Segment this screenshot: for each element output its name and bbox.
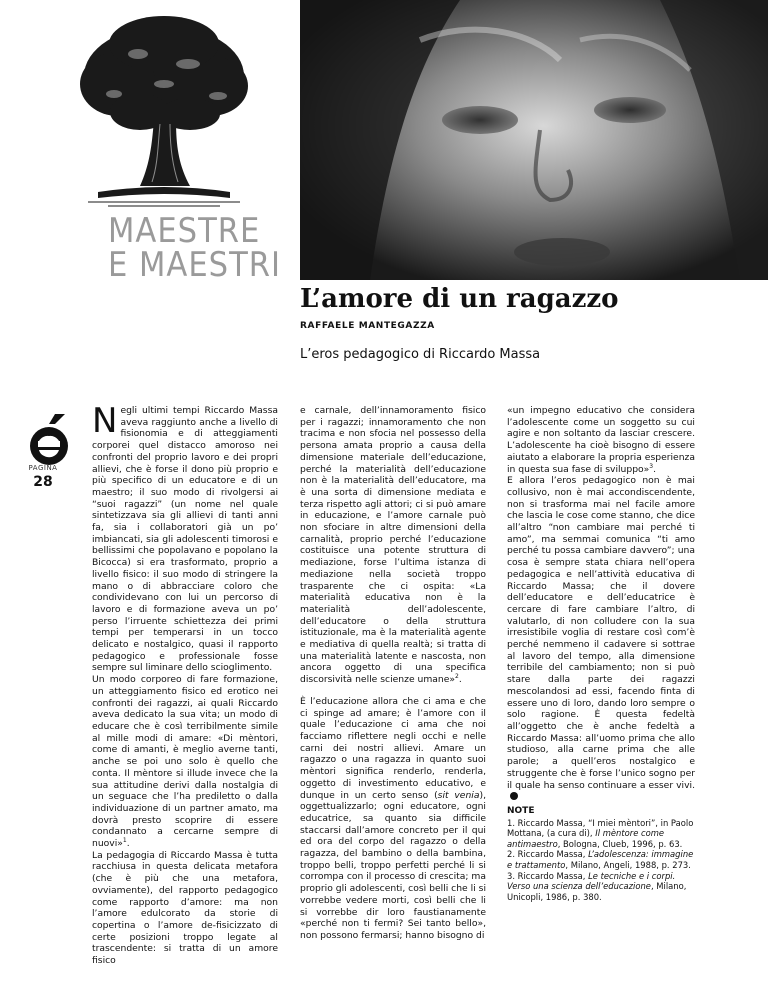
footnote	[507, 818, 695, 850]
paragraph	[507, 475, 695, 803]
paragraph	[300, 696, 486, 942]
paragraph-text: La pedagogia di Riccardo Massa è tutta racchiusa in questa delicata metafora (che è più che una metafora, ovviamente), del rapporto pedagogico come rapporto d’amore: ma non l’amore edulcorato da storie di copertina o l’amore de-fisicizzato di certe posizioni troppo legate al trascendente: si tratta di un amore fisico	[92, 849, 278, 967]
rubric-line-2: E MAESTRI	[108, 245, 282, 285]
paragraph-text: egli ultimi tempi Riccardo Massa aveva raggiunto anche a livello di fisionomia e di atteggiamenti corporei quel distacco amoroso nei confronti del proprio lavoro e dei propri allievi, che è forse il dono più proprio e più specifico di un educatore e di un maestro; il suo modo di rivolgersi ai “suoi ragazzi” (un nome nel quale sintetizzava sia gli allievi di tanti anni fa, sia i collaboratori già un po’ imbiancati, sia gli adolescenti timorosi e bellissimi che popolavano e popolano la Bicocca) si era trasformato, proprio a livello fisico: il suo modo di stringere la mano o di abbracciare coloro che condividevano con lui un percorso di lavoro e di formazione aveva un po’ perso l’irruente schiettezza dei primi tempi per temperarsi in un tocco delicato e nostalgico, quasi il rapporto pedagogico e professionale fosse sempre sul liminare dello scioglimento.	[92, 405, 278, 674]
paragraph-text: E allora l’eros pedagogico non è mai collusivo, non è mai accondiscendente, non si trasforma mai nel facile amore che lascia le cose come stanno, che dice all’altro “non cambiare mai perché ti amo”, ma semmai comunica “ti amo perché tu possa cambiare davvero”; una cosa è sempre stata chiara nell’opera pedagogica e nell’attività educativa di Riccardo Massa; che il dovere dell’educatore e dell’educatrice è cercare di fare cambiare l’altro, di valutarlo, di non colludere con la sua irresistibile voglia di restare così com’è perché nemmeno il cadavere si sottrae al lavoro del tempo, alla dimensione terribile del cambiamento; non si può stare dalla parte dei ragazzi mescolandosi ad essi, facendo finta di essere uno di loro, dando loro sempre o solo ragione. È questa fedeltà all’oggetto che è anche fedeltà a Riccardo Massa: all’uomo prima che allo studioso, alla carne prima che alle parole; a quell’eros nostalgico e struggente che è forse l’unico sogno per il quale ha senso continuare a esser vivi.	[507, 475, 695, 791]
footnote-text: 3. Riccardo Massa,	[507, 870, 589, 881]
footnote-title: Le tecniche e i corpi. Verso una scienza dell’educazione	[507, 870, 676, 892]
page-number: 28	[33, 474, 53, 490]
footnote-text: , Bologna, Clueb, 1996, p. 63.	[557, 838, 683, 849]
end-mark-icon	[510, 792, 518, 800]
footnote-text: , Milano, Unicopli, 1986, p. 380.	[507, 881, 687, 902]
footnote-text: 2. Riccardo Massa,	[507, 849, 589, 860]
italic-text: sit venia	[437, 789, 480, 801]
paragraph-text: e carnale, dell’innamoramento fisico per i ragazzi; innamoramento che non tracima e non sfocia nel possesso della persona amata proprio a causa della dimensione materiale dell’educazione, perché la materialità dell’educazione non è la materialità dell’educatore, ma è una sorta di dimensione mediata e terza rispetto agli attori; ci si può amare in educazione, e l’amore carnale può non sfociare in altre dimensioni della carnalità, proprio perché l’educazione costituisce una potente struttura di mediazione, forse l’ultima istanza di mediazione nella società troppo trasparente che ci ospita: «La materialità educativa non è la materialità dell’adolescente, dell’educatore o della struttura istituzionale, ma è la materialità agente e mediativa di quella realtà; si tratta di una materialità latente e nascosta, non ancora oggetto di una specifica discorsività nelle scienze umane»	[300, 405, 486, 686]
article-author: RAFFAELE MANTEGAZZA	[300, 321, 435, 331]
paragraph: e carnale, dell’innamoramento fisico per i ragazzi; innamoramento che non tracima e non sfocia nel possesso della persona amata proprio a causa della dimensione materiale dell’educazione, perché la materialità dell’educazione non è la materialità dell’educatore, ma è una sorta di dimensione mediata e terza rispetto agli attori; ci si può amare in educazione, e l’amore carnale può non sfociare in altre dimensioni della carnalità, proprio perché l’educazione costituisce una potente struttura di mediazione, forse l’ultima istanza di mediazione nella società troppo trasparente che ci ospita: «La materialità educativa non è la materialità dell’adolescente, dell’educatore o della struttura istituzionale, ma è la materialità agente e mediativa di quella realtà; si tratta di una materialità latente e nascosta, non ancora oggetto di una specifica discorsività nelle scienze umane»$^2$.	[300, 405, 486, 686]
paragraph	[92, 401, 278, 674]
footnote-title: Il mèntore come antimaestro	[507, 828, 665, 849]
text-column-3	[507, 405, 695, 803]
rubric-line-1: MAESTRE	[108, 211, 261, 251]
text-column-1	[92, 401, 278, 967]
paragraph: Un modo corporeo di fare formazione, un atteggiamento fisico ed erotico nei confronti dei ragazzi, ai quali Riccardo aveva dedicato la sua vita; un modo di educare che è così terribilmente simile al mille modi di amare: «Di mèntori, come di amanti, è meglio averne tanti, anche se poi uno solo è quello che conta. Il mèntore si illude invece che la sua attitudine derivi dalla nostalgia di un seguace che l’ha prediletto o dalla individuazione di un partner amato, ma dovrà presto scoprire di essere condannato a cercarne sempre di nuovi»$^1$.	[92, 674, 278, 850]
paragraph-text: ), oggettualizzarlo; ogni educatore, ogni educatrice, sa quanto sia difficile staccarsi dall’amore concreto per il qui ed ora del corpo del ragazzo o della ragazza, del bambino o della bambina, troppo belli, troppo perfetti perché li si corrompa con il processo di crescita; ma proprio gli adolescenti, così belli che li si vorrebbe vedere morti, così belli che li si vorrebbe dir loro faustianamente «perché non ti fermi? Sei tanto bello», non possono fermarsi; hanno bisogno di	[300, 789, 486, 941]
footnote-title: L’adolescenza: immagine e trattamento	[507, 849, 694, 870]
article-title: L’amore di un ragazzo	[300, 284, 619, 314]
footnote	[507, 849, 695, 870]
footnote	[507, 871, 695, 903]
tree-illustration	[78, 14, 250, 210]
paragraph-text: «un impegno educativo che considera l’adolescente come un soggetto su cui agire e non soltanto da lasciar crescere. L’adolescente ha cioè bisogno di essere aiutato a elaborare la propria esperienza in questa sua fase di sviluppo»	[507, 405, 695, 475]
article-subtitle: L’eros pedagogico di Riccardo Massa	[300, 347, 541, 362]
paragraph-text: Un modo corporeo di fare formazione, un atteggiamento fisico ed erotico nei confronti dei ragazzi, ai quali Riccardo aveva dedicato la sua vita; un modo di educare che è così terribilmente simile al mille modi di amare: «Di mèntori, come di amanti, è meglio averne tanti, anche se poi uno solo è quello che conta. Il mèntore si illude invece che la sua attitudine derivi dalla nostalgia di un seguace che l’ha prediletto o dalla individuazione di un partner amato, ma dovrà presto scoprire di essere condannato a cercarne sempre di nuovi»	[92, 674, 278, 850]
magazine-logo-e-icon	[25, 412, 73, 466]
footnote-ref: 2	[455, 673, 459, 681]
footnotes	[507, 806, 695, 902]
section-rubric	[108, 211, 282, 285]
paragraph: «un impegno educativo che considera l’adolescente come un soggetto su cui agire e non soltanto da lasciar crescere. L’adolescente ha cioè bisogno di essere aiutato a elaborare la propria esperienza in questa sua fase di sviluppo»$^3$.	[507, 405, 695, 475]
text-column-2	[300, 405, 486, 942]
footnote-ref: 3	[649, 462, 654, 470]
footnote-text: , Milano, Angeli, 1988, p. 273.	[565, 859, 691, 870]
drop-cap: N	[92, 401, 118, 441]
footnote-ref: 1	[122, 836, 127, 844]
photo-child-face	[300, 0, 768, 280]
page-label: PAGINA	[28, 464, 58, 472]
paragraph-text: È l’educazione allora che ci ama e che ci spinge ad amare; è l’amore con il quale l’educazione ci ama che noi facciamo riflettere negli occhi e nelle carni dei nostri allievi. Amare un ragazzo o una ragazza in quanto suoi mèntori significa renderlo, renderla, oggetto di investimento educativo, e dunque in un certo senso (	[300, 695, 486, 801]
paragraph	[92, 850, 278, 967]
notes-heading: NOTE	[507, 806, 535, 816]
footnote-text: 1. Riccardo Massa, “I miei mèntori”, in Paolo Mottana, (a cura di),	[507, 817, 694, 839]
